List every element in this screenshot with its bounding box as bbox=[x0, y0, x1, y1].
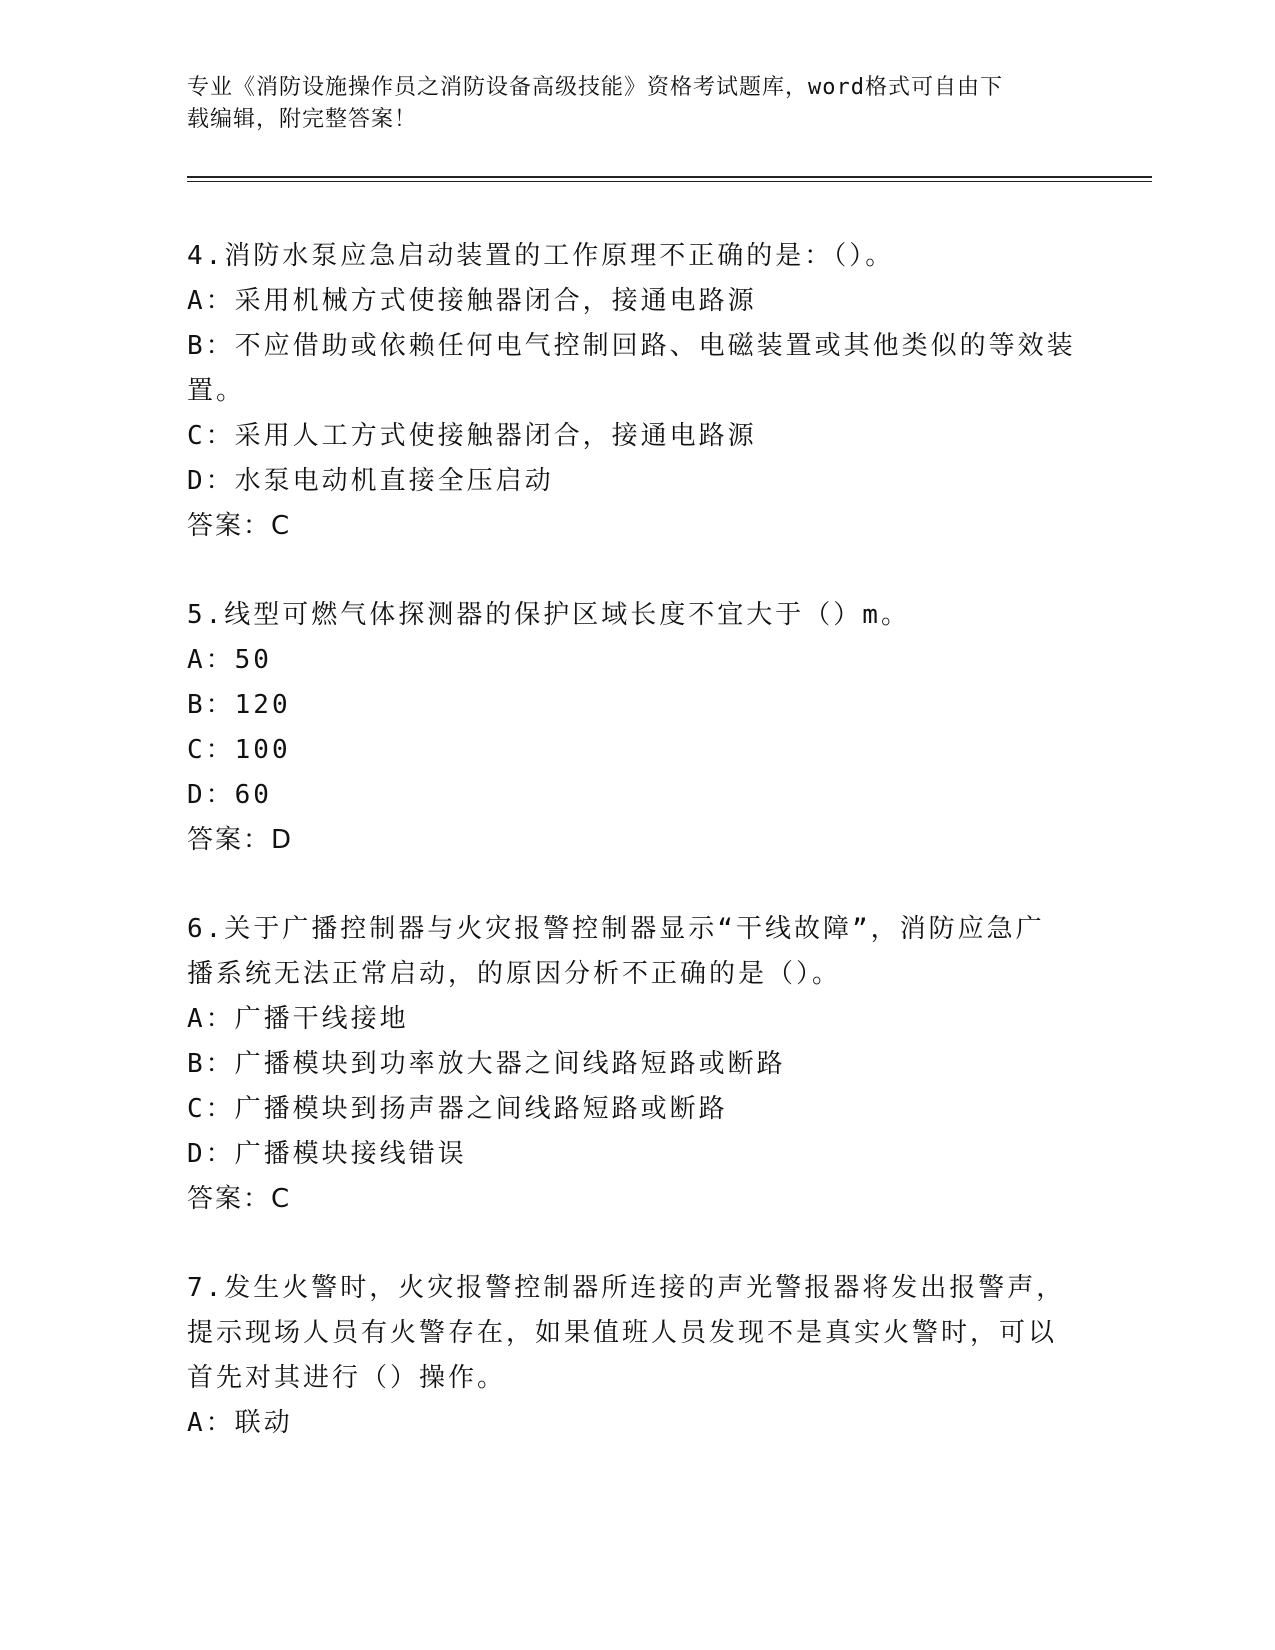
question-5 bbox=[187, 593, 1087, 863]
question-7 bbox=[187, 1266, 1087, 1446]
header-divider-thin bbox=[187, 181, 1152, 182]
option-a: A：联动 bbox=[187, 1408, 293, 1438]
question-list bbox=[187, 234, 1087, 1490]
question-stem-continued: 播系统无法正常启动，的原因分析不正确的是（）。 bbox=[187, 959, 842, 989]
question-stem: 7.发生火警时，火灾报警控制器所连接的声光警报器将发出报警声， bbox=[187, 1273, 1066, 1303]
header-line-2: 载编辑，附完整答案！ bbox=[187, 107, 418, 132]
document-header bbox=[187, 72, 1067, 136]
question-stem-continued: 提示现场人员有火警存在，如果值班人员发现不是真实火警时，可以 bbox=[187, 1318, 1058, 1348]
answer-label: 答案：C bbox=[187, 1184, 292, 1214]
header-line-1: 专业《消防设施操作员之消防设备高级技能》资格考试题库，word格式可自由下 bbox=[187, 75, 1003, 100]
answer-label: 答案：C bbox=[187, 511, 292, 541]
option-b: B：不应借助或依赖任何电气控制回路、电磁装置或其他类似的等效装 bbox=[187, 331, 1076, 361]
option-c: C：广播模块到扬声器之间线路短路或断路 bbox=[187, 1094, 728, 1124]
option-c: C：100 bbox=[187, 735, 291, 765]
option-c: C：采用人工方式使接触器闭合，接通电路源 bbox=[187, 421, 757, 451]
question-4 bbox=[187, 234, 1087, 549]
option-d: D：60 bbox=[187, 780, 272, 810]
question-stem: 6.关于广播控制器与火灾报警控制器显示“干线故障”，消防应急广 bbox=[187, 914, 1045, 944]
question-6 bbox=[187, 907, 1087, 1222]
question-stem: 4.消防水泵应急启动装置的工作原理不正确的是：（）。 bbox=[187, 241, 895, 271]
option-a: A：广播干线接地 bbox=[187, 1004, 409, 1034]
option-b-continued: 置。 bbox=[187, 376, 246, 406]
option-b: B：广播模块到功率放大器之间线路短路或断路 bbox=[187, 1049, 786, 1079]
question-stem-continued: 首先对其进行（）操作。 bbox=[187, 1363, 507, 1393]
option-b: B：120 bbox=[187, 690, 291, 720]
option-d: D：广播模块接线错误 bbox=[187, 1139, 467, 1169]
answer-label: 答案：D bbox=[187, 825, 294, 855]
header-divider-thick bbox=[187, 176, 1152, 178]
option-d: D：水泵电动机直接全压启动 bbox=[187, 466, 554, 496]
option-a: A：50 bbox=[187, 645, 272, 675]
question-stem: 5.线型可燃气体探测器的保护区域长度不宜大于（）m。 bbox=[187, 600, 910, 630]
option-a: A：采用机械方式使接触器闭合，接通电路源 bbox=[187, 286, 757, 316]
